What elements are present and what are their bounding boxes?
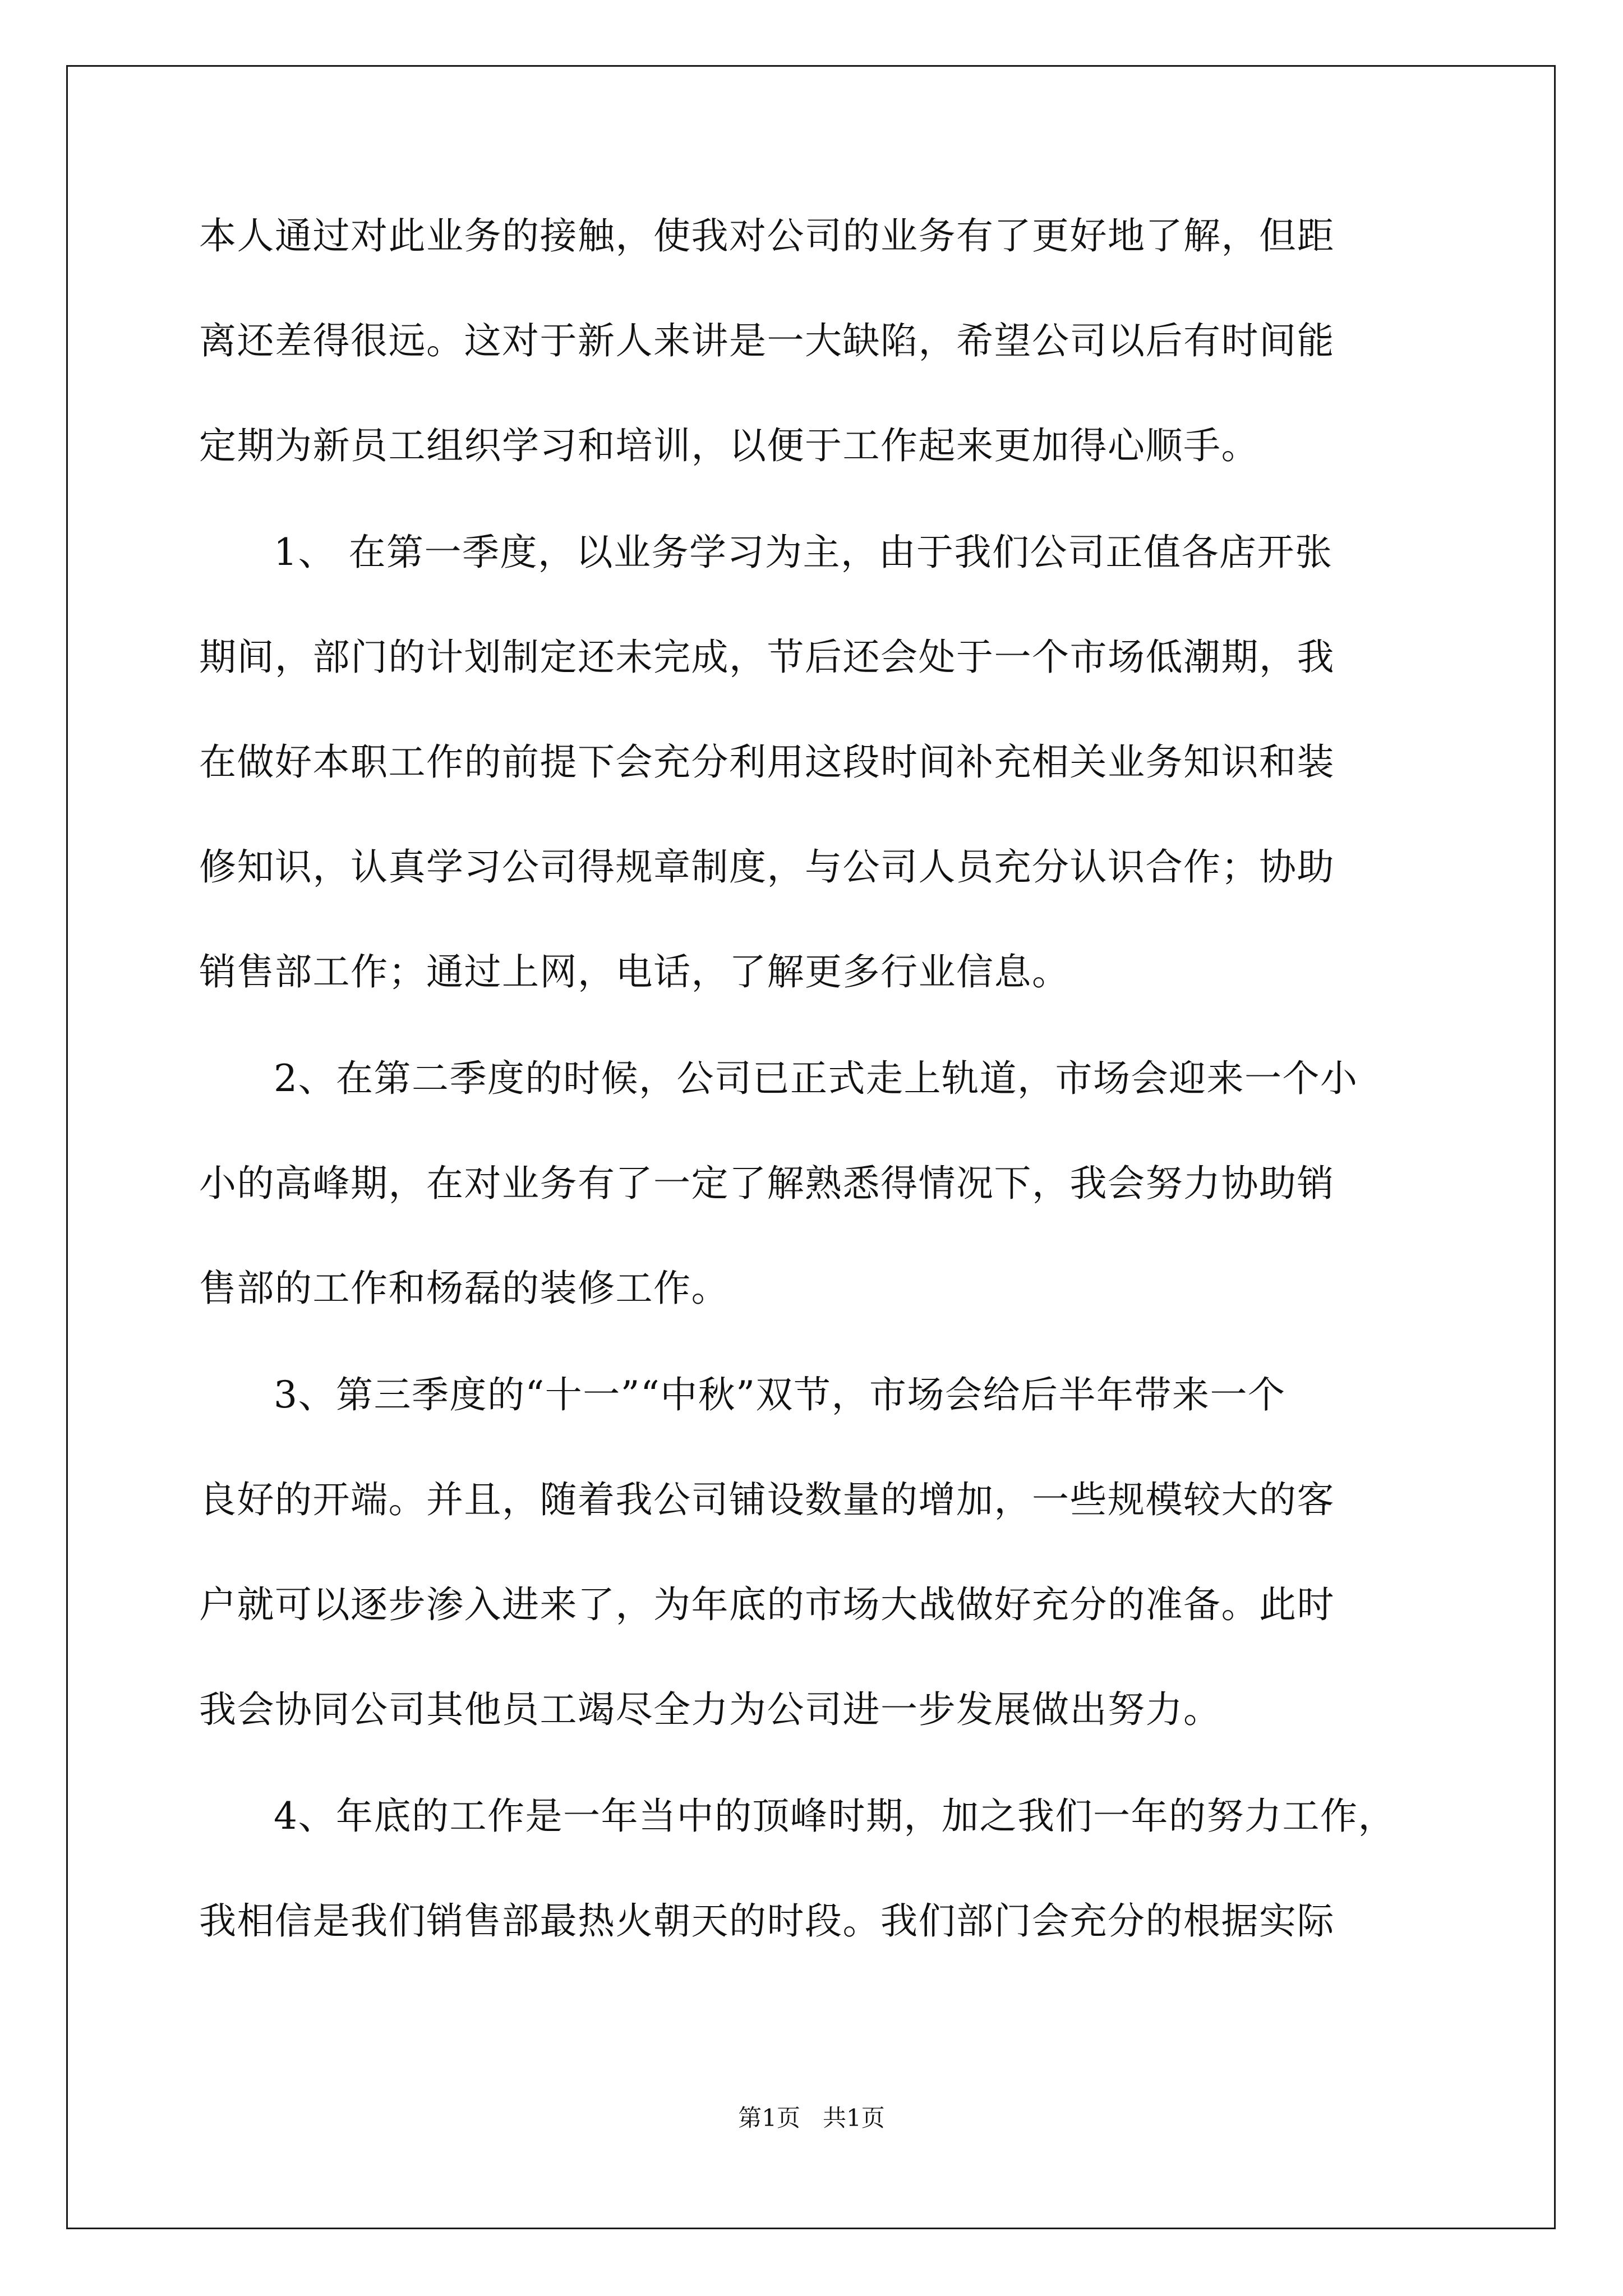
text-line: 销售部工作；通过上网，电话，了解更多行业信息。 — [199, 950, 1070, 993]
text-line: 小的高峰期，在对业务有了一定了解熟悉得情况下，我会努力协助销 — [199, 1162, 1335, 1205]
text-line: 2、在第二季度的时候，公司已正式走上轨道，市场会迎来一个小 — [274, 1057, 1358, 1100]
document-body — [199, 214, 1430, 2008]
text-line: 我会协同公司其他员工竭尽全力为公司进一步发展做出努力。 — [199, 1688, 1221, 1731]
text-line: 期间，部门的计划制定还未完成，节后还会处于一个市场低潮期，我 — [199, 636, 1335, 679]
text-line: 本人通过对此业务的接触，使我对公司的业务有了更好地了解，但距 — [199, 214, 1335, 257]
text-line: 我相信是我们销售部最热火朝天的时段。我们部门会充分的根据实际 — [199, 1899, 1335, 1943]
text-line: 3、第三季度的“十一”“中秋”双节，市场会给后半年带来一个 — [274, 1373, 1286, 1416]
text-line: 良好的开端。并且，随着我公司铺设数量的增加，一些规模较大的客 — [199, 1478, 1335, 1521]
text-line: 在做好本职工作的前提下会充分利用这段时间补充相关业务知识和装 — [199, 740, 1335, 784]
text-line: 离还差得很远。这对于新人来讲是一大缺陷，希望公司以后有时间能 — [199, 319, 1335, 362]
text-line: 定期为新员工组织学习和培训，以便于工作起来更加得心顺手。 — [199, 424, 1259, 467]
text-line: 1、 在第一季度，以业务学习为主，由于我们公司正值各店开张 — [274, 531, 1333, 574]
text-line: 售部的工作和杨磊的装修工作。 — [199, 1267, 729, 1310]
page-number-footer: 第1页 共1页 — [738, 2104, 885, 2132]
text-line: 4、年底的工作是一年当中的顶峰时期，加之我们一年的努力工作， — [274, 1795, 1396, 1838]
text-line: 户就可以逐步渗入进来了，为年底的市场大战做好充分的准备。此时 — [199, 1583, 1335, 1626]
text-line: 修知识，认真学习公司得规章制度，与公司人员充分认识合作；协助 — [199, 845, 1335, 889]
